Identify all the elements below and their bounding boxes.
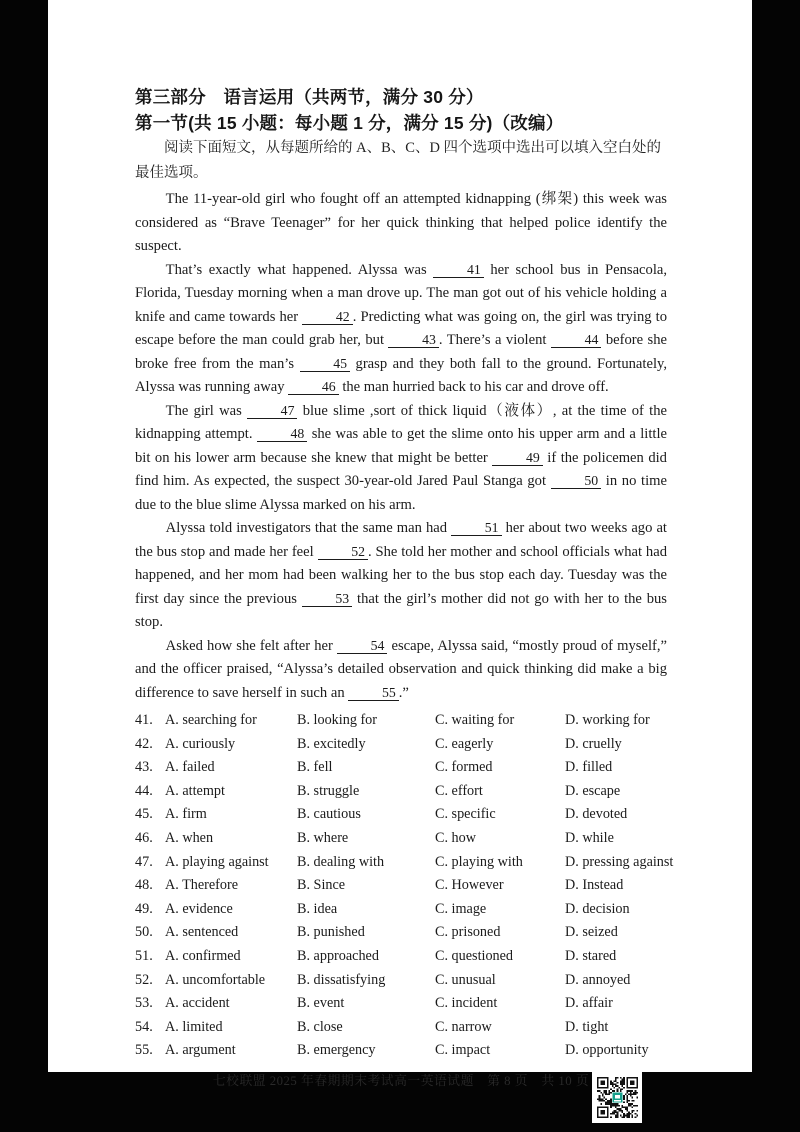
option-b: B. close [297,1018,343,1035]
option-d: D. escape [565,782,621,799]
option-b: B. dissatisfying [297,971,386,988]
option-c: C. image [435,900,487,917]
option-d: D. seized [565,924,618,941]
option-d: D. tight [565,1018,609,1035]
option-c: C. However [435,877,504,894]
passage-paragraph: That’s exactly what happened. Alyssa was 41 her school bus in Pensacola, Florida, Tuesday morning when a man drove up. The man got out of his vehicle holding a knife and came towards her 42 . Predicting what was going on, the girl was trying to escape before the man could grab her, but 43 . There’s a violent 44 before she broke free from the man’s 45 grasp and they both fall to the ground. Fortunately, Alyssa was running away 46 the man hurried back to his car and drove off. [135,261,668,395]
question-row-45 [135,803,667,827]
option-d: D. stared [565,947,617,964]
question-number: 48. [135,877,153,894]
section-heading: 第一节(共 15 小题：每小题 1 分，满分 15 分)（改编） [135,113,564,133]
option-a: A. when [165,829,214,846]
option-b: B. idea [297,900,338,917]
option-b: B. Since [297,877,346,894]
cloze-blank-55: 55 [348,686,398,701]
option-b: B. event [297,995,345,1012]
option-a: A. playing against [165,853,269,870]
option-d: D. cruelly [565,735,622,752]
question-row-44 [135,780,667,804]
option-d: D. annoyed [565,971,631,988]
question-row-52 [135,969,667,993]
option-a: A. accident [165,995,230,1012]
option-d: D. Instead [565,877,624,894]
qr-code-icon [597,1077,638,1118]
option-c: C. how [435,829,476,846]
option-b: B. dealing with [297,853,385,870]
option-d: D. opportunity [565,1042,649,1059]
option-d: D. affair [565,995,613,1012]
question-row-46 [135,827,667,851]
cloze-blank-51: 51 [451,521,501,536]
option-a: A. sentenced [165,924,239,941]
question-number: 50. [135,924,153,941]
option-a: A. argument [165,1042,236,1059]
cloze-blank-41: 41 [433,263,483,278]
option-c: C. narrow [435,1018,492,1035]
part-heading: 第三部分 语言运用（共两节，满分 30 分） [135,87,484,107]
option-a: A. searching for [165,712,257,728]
option-b: B. emergency [297,1042,376,1059]
passage-paragraph: Alyssa told investigators that the same man had 51 her about two weeks ago at the bus stop and made her feel 52 . She told her mother and school officials what had happened, and her mom had been walking her to the bus stop each day. Tuesday was the first day since the previous 53 that the girl’s mother did not go with her to the bus stop. [135,520,667,630]
question-row-49 [135,898,667,922]
option-c: C. specific [435,806,496,823]
cloze-blank-53: 53 [302,592,352,607]
question-number: 47. [135,853,153,870]
option-c: C. eagerly [435,735,494,752]
option-c: C. formed [435,759,493,776]
option-b: B. looking for [297,712,377,728]
exam-content [135,84,674,1089]
option-c: C. waiting for [435,712,515,728]
option-a: A. curiously [165,735,236,752]
question-row-55 [135,1039,667,1063]
cloze-blank-45: 45 [300,357,350,372]
option-b: B. excitedly [297,735,366,752]
cloze-blank-46: 46 [288,380,338,395]
question-number: 43. [135,759,153,776]
qr-code-patch [592,1072,642,1123]
option-a: A. evidence [165,900,233,917]
cloze-blank-43: 43 [388,333,438,348]
option-c: C. incident [435,995,498,1012]
question-number: 55. [135,1042,153,1059]
options-list [135,709,674,1063]
option-c: C. questioned [435,947,514,964]
cloze-blank-54: 54 [337,639,387,654]
question-row-42 [135,733,667,757]
question-number: 41. [135,712,153,728]
option-a: A. confirmed [165,947,241,964]
question-number: 44. [135,782,153,799]
question-row-53 [135,992,667,1016]
option-c: C. playing with [435,853,523,870]
option-c: C. impact [435,1042,491,1059]
instructions-text: 阅读下面短文，从每题所给的 A、B、C、D 四个选项中选出可以填入空白处的最佳选项。 [135,140,662,181]
question-number: 52. [135,971,153,988]
option-a: A. firm [165,806,207,823]
question-number: 46. [135,829,153,846]
option-d: D. filled [565,759,613,776]
question-row-41 [135,709,667,733]
option-a: A. failed [165,759,215,776]
cloze-blank-52: 52 [318,545,368,560]
question-row-54 [135,1016,667,1040]
option-b: B. punished [297,924,365,941]
passage-paragraph: Asked how she felt after her 54 escape, Alyssa said, “mostly proud of myself,” and the officer praised, “Alyssa’s detailed observation and quick thinking did make a big difference to save herself in such an 55 .” [135,637,667,701]
option-c: C. effort [435,782,483,799]
option-a: A. attempt [165,782,225,799]
option-b: B. where [297,829,349,846]
cloze-blank-49: 49 [492,451,542,466]
option-d: D. while [565,829,614,846]
passage-paragraph: The girl was 47 blue slime ,sort of thick liquid（液体）, at the time of the kidnapping attempt. 48 she was able to get the slime onto his upper arm and a little bit on his lower arm because she knew that might be better 49 if the policemen did find him. As expected, the suspect 30-year-old Jared Paul Stanga got 50 in no time due to the blue slime Alyssa marked on his arm. [135,402,667,513]
cloze-passage [135,188,667,705]
option-b: B. fell [297,759,333,776]
option-c: C. unusual [435,971,496,988]
scan-border-left [0,0,48,1132]
scan-border-right [752,0,800,1132]
cloze-blank-50: 50 [551,474,601,489]
cloze-blank-44: 44 [551,333,601,348]
question-row-47 [135,851,674,875]
question-row-43 [135,756,667,780]
option-d: D. decision [565,900,630,917]
option-b: B. struggle [297,782,360,799]
question-number: 54. [135,1018,153,1035]
option-d: D. working for [565,712,650,728]
option-b: B. cautious [297,806,361,823]
option-a: A. uncomfortable [165,971,266,988]
option-a: A. Therefore [165,877,239,894]
question-row-50 [135,921,667,945]
question-row-51 [135,945,667,969]
option-d: D. pressing against [565,853,674,870]
question-number: 53. [135,995,153,1012]
question-number: 51. [135,947,153,964]
option-d: D. devoted [565,806,628,823]
cloze-blank-47: 47 [247,404,297,419]
passage-paragraph: The 11-year-old girl who fought off an attempted kidnapping (绑架) this week was considered as “Brave Teenager” for her quick thinking that helped police identify the suspect. [135,191,667,254]
question-number: 45. [135,806,153,823]
question-row-48 [135,874,667,898]
question-number: 49. [135,900,153,917]
option-a: A. limited [165,1018,223,1035]
option-b: B. approached [297,947,379,964]
page-footer-text: 七校联盟 2025 年春期期末考试高一英语试题 第 8 页 共 10 页 [212,1073,590,1088]
cloze-blank-48: 48 [257,427,307,442]
cloze-blank-42: 42 [302,310,352,325]
option-c: C. prisoned [435,924,501,941]
question-number: 42. [135,735,153,752]
